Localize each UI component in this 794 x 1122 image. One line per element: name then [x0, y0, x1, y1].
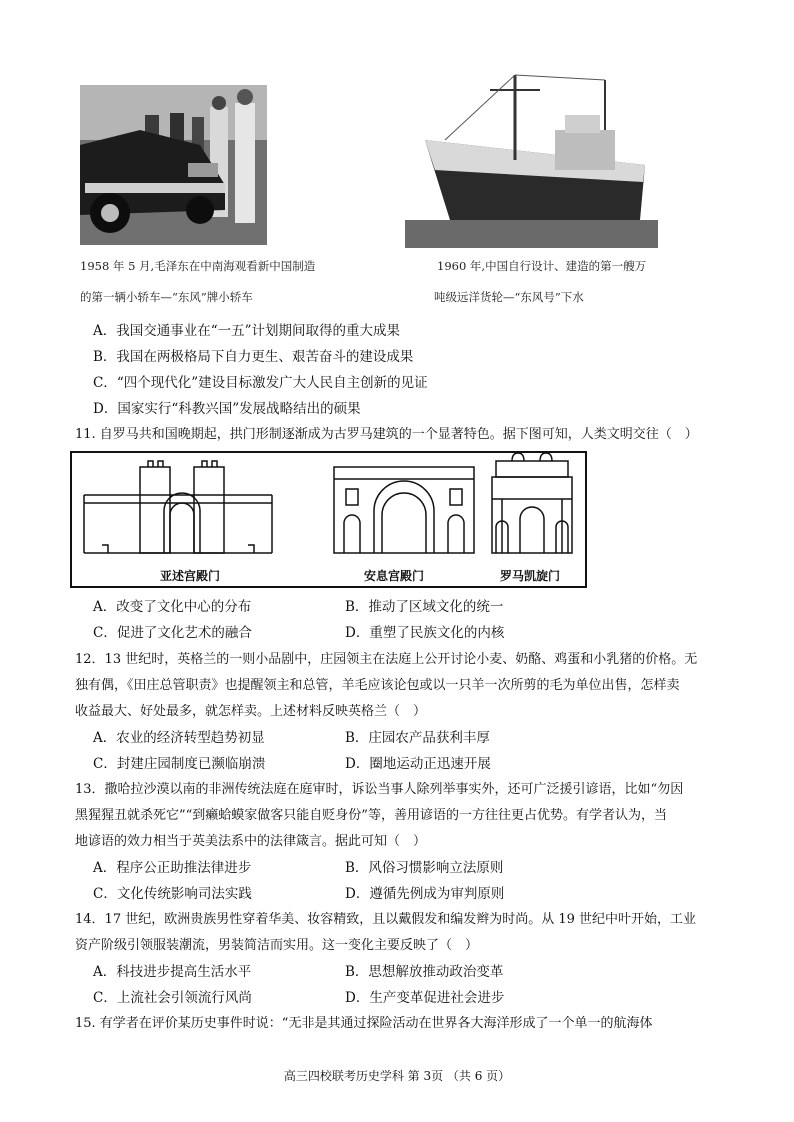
- q15-stem-line1: 15. 有学者在评价某历史事件时说：“无非是其通过探险活动在世界各大海洋形成了一个单一的航海体: [75, 1016, 653, 1031]
- q12-option-d: D．圈地运动正迅速开展: [345, 756, 491, 772]
- arch-label-rome: 罗马凯旋门: [500, 569, 561, 583]
- arch-figure: [70, 451, 587, 588]
- page-footer: 高三四校联考历史学科 第 3页 （共 6 页）: [283, 1069, 511, 1083]
- car-photo-image: [80, 85, 267, 245]
- q10-option-b: B．我国在两极格局下自力更生、艰苦奋斗的建设成果: [93, 349, 414, 365]
- ship-photo-caption-line2: 吨级远洋货轮—“东风号”下水: [434, 290, 584, 304]
- q14-option-a: A．科技进步提高生活水平: [93, 964, 252, 980]
- q11-option-d: D．重塑了民族文化的内核: [345, 625, 505, 641]
- q12-stem-line3: 收益最大、好处最多，就怎样卖。上述材料反映英格兰（ ）: [75, 704, 427, 719]
- q11-option-c: C．促进了文化艺术的融合: [93, 625, 252, 641]
- q11-option-b: B．推动了区域文化的统一: [345, 599, 504, 615]
- q12-stem-line2: 独有偶，《田庄总管职责》也提醒领主和总管，羊毛应该论包或以一只羊一次所剪的毛为单位出售，怎样卖: [75, 678, 680, 693]
- q12-option-c: C．封建庄园制度已濒临崩溃: [93, 756, 266, 772]
- q13-stem-line1: 13．撒哈拉沙漠以南的非洲传统法庭在庭审时，诉讼当事人除列举事实外，还可广泛援引谚语，比如“勿因: [75, 782, 684, 797]
- arch-label-parthia: 安息宫殿门: [364, 569, 425, 583]
- q13-stem-line2: 黑猩猩丑就杀死它”“到癞蛤蟆家做客只能自贬身份”等，善用谚语的一方往往更占优势。有学者认为，当: [75, 808, 667, 823]
- q10-option-d: D．国家实行“科教兴国”发展战略结出的硕果: [93, 401, 361, 417]
- q13-option-a: A．程序公正助推法律进步: [93, 860, 252, 876]
- car-photo-caption-line1: 1958 年 5 月,毛泽东在中南海观看新中国制造: [80, 259, 316, 273]
- q13-option-c: C．文化传统影响司法实践: [93, 886, 252, 902]
- q12-option-a: A．农业的经济转型趋势初显: [93, 730, 265, 746]
- q14-option-c: C．上流社会引领流行风尚: [93, 990, 252, 1006]
- q11-stem: 11. 自罗马共和国晚期起，拱门形制逐渐成为古罗马建筑的一个显著特色。据下图可知，人类文明交往（ ）: [75, 427, 698, 442]
- q14-stem-line2: 资产阶级引领服装潮流，男装简洁而实用。这一变化主要反映了（ ）: [75, 938, 479, 953]
- ship-photo-image: [405, 70, 658, 248]
- q14-option-d: D．生产变革促进社会进步: [345, 990, 505, 1006]
- car-photo-caption-line2: 的第一辆小轿车—“东风”牌小轿车: [80, 290, 253, 304]
- q14-stem-line1: 14．17 世纪，欧洲贵族男性穿着华美、妆容精致，且以戴假发和编发辫为时尚。从 19 世纪中叶开始，工业: [75, 912, 697, 927]
- car-photo: [80, 85, 267, 245]
- q10-option-c: C．“四个现代化”建设目标激发广大人民自主创新的见证: [93, 375, 428, 391]
- q12-stem-line1: 12．13 世纪时，英格兰的一则小品剧中，庄园领主在法庭上公开讨论小麦、奶酪、鸡蛋和小乳猪的价格。无: [75, 652, 698, 667]
- ship-photo-caption-line1: 1960 年,中国自行设计、建造的第一艘万: [437, 259, 647, 273]
- q13-option-b: B．风俗习惯影响立法原则: [345, 860, 504, 876]
- q13-stem-line3: 地谚语的效力相当于英美法系中的法律箴言。据此可知（ ）: [75, 834, 427, 849]
- ship-photo: [405, 70, 658, 248]
- q10-option-a: A．我国交通事业在“一五”计划期间取得的重大成果: [93, 323, 401, 339]
- q12-option-b: B．庄园农产品获利丰厚: [345, 730, 490, 746]
- q14-option-b: B．思想解放推动政治变革: [345, 964, 504, 980]
- q11-option-a: A．改变了文化中心的分布: [93, 599, 252, 615]
- arch-label-assyria: 亚述宫殿门: [160, 569, 221, 583]
- q13-option-d: D．遵循先例成为审判原则: [345, 886, 505, 902]
